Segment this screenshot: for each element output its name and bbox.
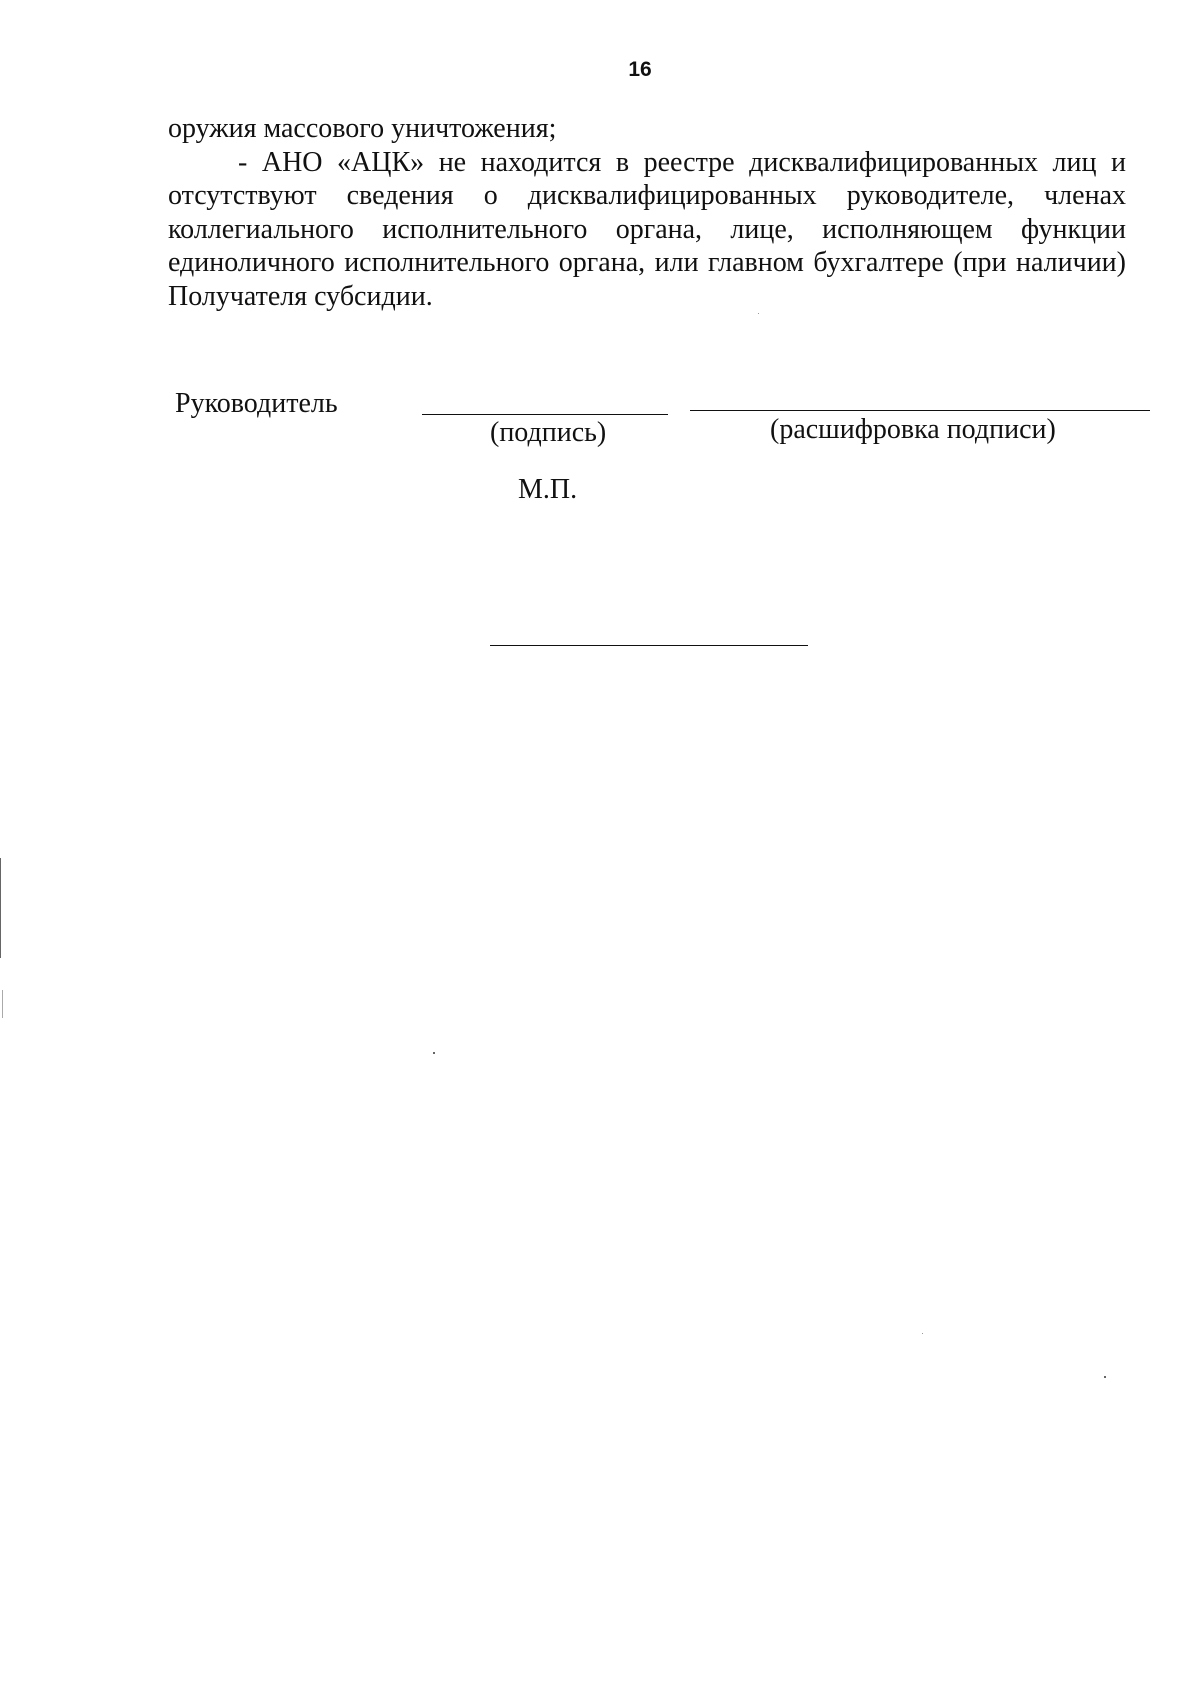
signature-line <box>422 414 668 415</box>
signature-caption: (подпись) <box>490 417 607 448</box>
scan-speck <box>1104 1376 1106 1378</box>
scan-mark-left-edge-dotted <box>2 990 3 1018</box>
page-number: 16 <box>628 58 652 81</box>
stamp-placeholder: М.П. <box>518 474 578 505</box>
paragraph-disqualification-statement: - АНО «АЦК» не находится в реестре дисквалифицированных лиц и отсутствуют сведения о дисквалифицированных руководителе, членах коллегиального исполнительного органа, лице, исполняющем функции единоличного исполнительного органа, или главном бухгалтере (при наличии) Получателя субсидии. <box>168 146 1126 312</box>
paragraph-continuation: оружия массового уничтожения; <box>168 113 557 144</box>
signature-decoding-line <box>690 410 1150 411</box>
scan-mark-left-edge <box>0 858 1 958</box>
scan-speck <box>433 1052 435 1054</box>
document-body <box>168 112 1126 313</box>
signature-decoding-caption: (расшифровка подписи) <box>770 414 1056 445</box>
scan-speck <box>758 313 759 314</box>
head-label: Руководитель <box>175 388 338 419</box>
scan-speck <box>922 1333 923 1334</box>
end-of-document-line <box>490 645 808 646</box>
